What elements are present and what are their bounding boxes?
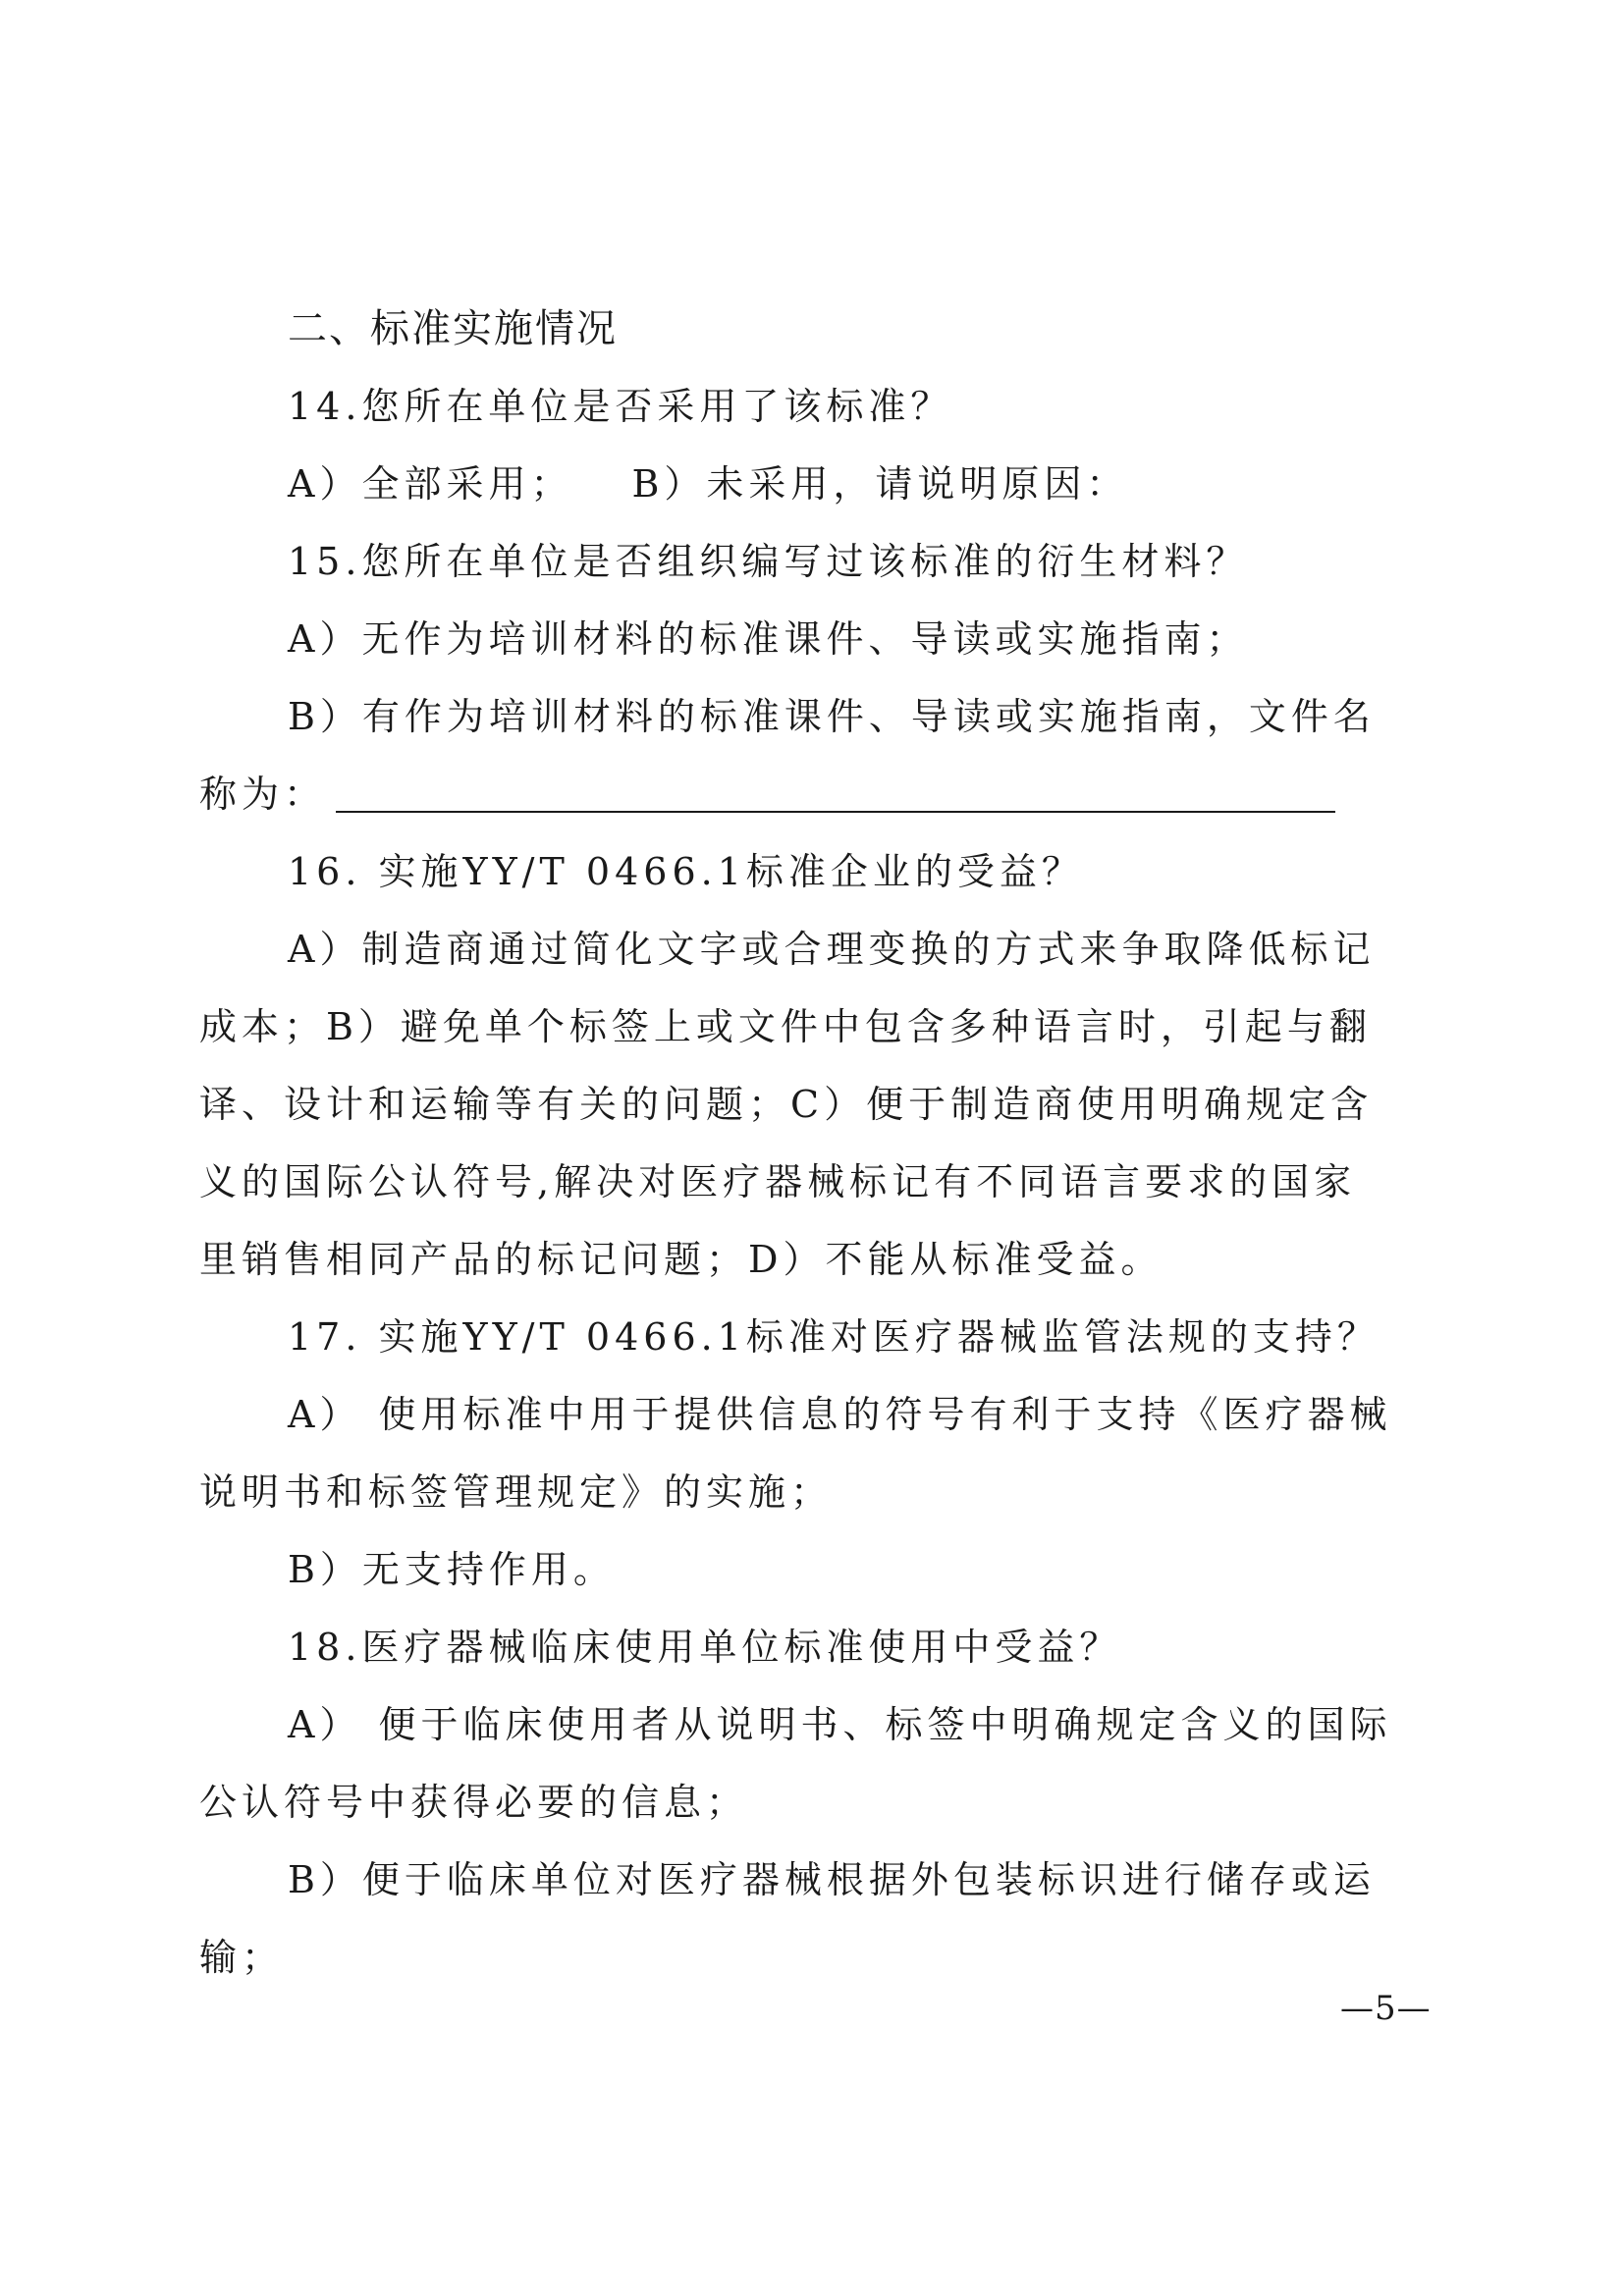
question-18-option-b-line-2: 输； xyxy=(199,1936,285,1979)
question-15-option-b-line-2 xyxy=(199,756,1399,833)
question-17-option-a-line-1: A） 使用标准中用于提供信息的符号有利于支持《医疗器械 xyxy=(288,1393,1392,1436)
question-17: 17. 实施YY/T 0466.1标准对医疗器械监管法规的支持？ xyxy=(288,1315,1380,1359)
document-body xyxy=(199,291,1399,1997)
question-18-option-a-line-2: 公认符号中获得必要的信息； xyxy=(199,1781,749,1824)
question-17-option-a-line-2: 说明书和标签管理规定》的实施； xyxy=(199,1470,834,1514)
question-14-options xyxy=(199,446,1399,523)
question-16-line-2: 成本；B）避免单个标签上或文件中包含多种语言时，引起与翻 xyxy=(199,1005,1372,1048)
question-16-line-5: 里销售相同产品的标记问题；D）不能从标准受益。 xyxy=(199,1238,1163,1281)
question-18: 18.医疗器械临床使用单位标准使用中受益？ xyxy=(288,1626,1122,1669)
question-16-line-1: A）制造商通过简化文字或合理变换的方式来争取降低标记 xyxy=(288,928,1376,971)
question-15-option-b-line-1: B）有作为培训材料的标准课件、导读或实施指南，文件名 xyxy=(288,695,1376,738)
question-16-line-4: 义的国际公认符号,解决对医疗器械标记有不同语言要求的国家 xyxy=(199,1160,1357,1203)
question-15-option-a: A）无作为培训材料的标准课件、导读或实施指南； xyxy=(288,617,1249,661)
page-number: —5— xyxy=(1340,1989,1432,2028)
section-title: 二、标准实施情况 xyxy=(288,306,618,351)
question-16: 16. 实施YY/T 0466.1标准企业的受益？ xyxy=(288,850,1084,893)
question-14-option-b: B）未采用，请说明原因： xyxy=(631,462,1129,506)
question-14: 14.您所在单位是否采用了该标准？ xyxy=(288,385,953,428)
question-14-option-a: A）全部采用； xyxy=(288,462,573,506)
file-name-blank xyxy=(336,811,1335,813)
question-16-line-3: 译、设计和运输等有关的问题；C）便于制造商使用明确规定含 xyxy=(199,1083,1374,1126)
question-15: 15.您所在单位是否组织编写过该标准的衍生材料？ xyxy=(288,540,1249,583)
file-name-label: 称为： xyxy=(199,773,327,816)
question-17-option-b: B）无支持作用。 xyxy=(288,1548,616,1591)
question-18-option-a-line-1: A） 便于临床使用者从说明书、标签中明确规定含义的国际 xyxy=(288,1703,1392,1746)
question-18-option-b-line-1: B）便于临床单位对医疗器械根据外包装标识进行储存或运 xyxy=(288,1858,1376,1901)
